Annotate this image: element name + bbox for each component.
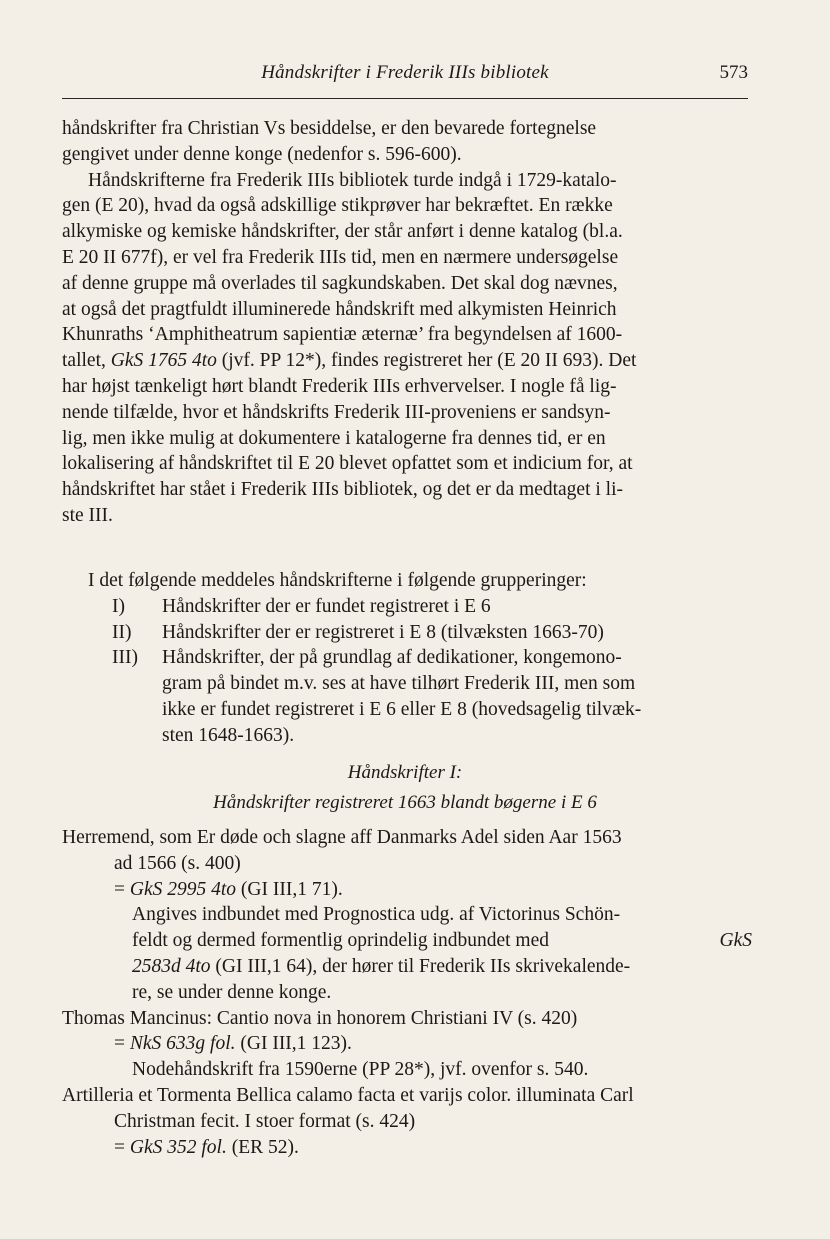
grouping-list [62,568,752,749]
list-item: I) Håndskrifter der er fundet registreret i E 6 [62,594,752,620]
shelfmark: NkS 633g fol. [129,1033,236,1055]
section-subheading: Håndskrifter registreret 1663 blandt bøgerne i E 6 [213,792,597,813]
entry-shelfmark: = GkS 352 fol. (ER 52). [114,1136,299,1158]
text-line: gen (E 20), hvad da også adskillige stikprøver har bekræftet. En række [62,195,613,217]
list-intro: I det følgende meddeles håndskrifterne i følgende grupperinger: [88,570,587,591]
shelfmark: GkS 1765 4to [110,350,217,372]
shelfmark: GkS 2995 4to [129,878,237,900]
entry-note: Nodehåndskrift fra 1590erne (PP 28*), jvf. ovenfor s. 540. [132,1059,589,1081]
entry-title: Thomas Mancinus: Cantio nova in honorem Christiani IV (s. 420) [62,1007,578,1029]
text-line: lokalisering af håndskriftet til E 20 blevet opfattet som et indicium for, at [62,453,633,475]
shelfmark: GkS 352 fol. [129,1136,227,1158]
list-number: I) [112,595,125,617]
entry-line: Christman fecit. I stoer format (s. 424) [114,1110,416,1132]
list-number: III) [112,647,138,669]
list-item-continuation: sten 1648-1663). [162,724,295,746]
shelfmark: GkS [719,930,752,952]
entry-shelfmark: = GkS 2995 4to (GI III,1 71). [114,878,343,900]
text-line: Håndskrifterne fra Frederik IIIs bibliotek turde indgå i 1729-katalo- [88,169,617,191]
text-line: håndskrifter fra Christian Vs besiddelse, er den bevarede fortegnelse [62,118,597,139]
text-line: E 20 II 677f), er vel fra Frederik IIIs tid, men en nærmere undersøgelse [62,246,619,268]
text-line: ste III. [62,504,113,526]
entry-note: re, se under denne konge. [132,981,332,1003]
text-line: Khunraths ‘Amphitheatrum sapientiæ æternæ’ fra begyndelsen af 1600- [62,324,623,346]
text-line: gengivet under denne konge (nedenfor s. 596-600). [62,143,462,165]
text-line: af denne gruppe må overlades til sagkundskaben. Det skal dog nævnes, [62,272,618,294]
section-heading: Håndskrifter I: [347,762,463,783]
list-item-continuation: ikke er fundet registreret i E 6 eller E 8 (hovedsagelig tilvæk- [162,698,642,720]
text-line: alkymiske og kemiske håndskrifter, der står anført i denne katalog (bl.a. [62,221,623,243]
entry-title: Artilleria et Tormenta Bellica calamo facta et varijs color. illuminata Carl [62,1084,634,1106]
entry-line: ad 1566 (s. 400) [114,852,241,874]
entry-shelfmark: = NkS 633g fol. (GI III,1 123). [114,1033,352,1055]
text-line: nende tilfælde, hvor et håndskrifts Frederik III-proveniens er sandsyn- [62,401,611,423]
text-line: tallet, GkS 1765 4to (jvf. PP 12*), findes registreret her (E 20 II 693). Det [62,348,752,374]
running-title: Håndskrifter i Frederik IIIs bibliotek [261,62,549,83]
list-item: II) Håndskrifter der er registreret i E 8 (tilvæksten 1663-70) [62,620,752,646]
entry-title: Herremend, som Er døde och slagne aff Danmarks Adel siden Aar 1563 [62,827,622,848]
text-line: lig, men ikke mulig at dokumentere i katalogerne fra dennes tid, er en [62,427,606,449]
text-line: har højst tænkeligt hørt blandt Frederik IIIs erhvervelser. I nogle få lig- [62,375,617,397]
entry-note: feldt og dermed formentlig oprindelig indbundet med GkS [62,928,752,954]
text-line: at også det pragtfuldt illuminerede håndskrift med alkymisten Heinrich [62,298,617,320]
entry-note: Angives indbundet med Prognostica udg. af Victorinus Schön- [132,904,621,926]
manuscript-entries [62,825,752,1160]
running-head [62,60,748,94]
page-number: 573 [719,62,748,83]
list-item: III) Håndskrifter, der på grundlag af dedikationer, kongemono- [62,645,752,671]
shelfmark: 2583d 4to [132,955,211,977]
body-text [62,116,752,529]
header-rule [62,98,748,99]
list-number: II) [112,621,132,643]
text-line: håndskriftet har stået i Frederik IIIs bibliotek, og det er da medtaget i li- [62,479,623,501]
entry-note: 2583d 4to (GI III,1 64), der hører til Frederik IIs skrivekalende- [132,955,631,977]
list-item-continuation: gram på bindet m.v. ses at have tilhørt Frederik III, men som [162,673,636,695]
